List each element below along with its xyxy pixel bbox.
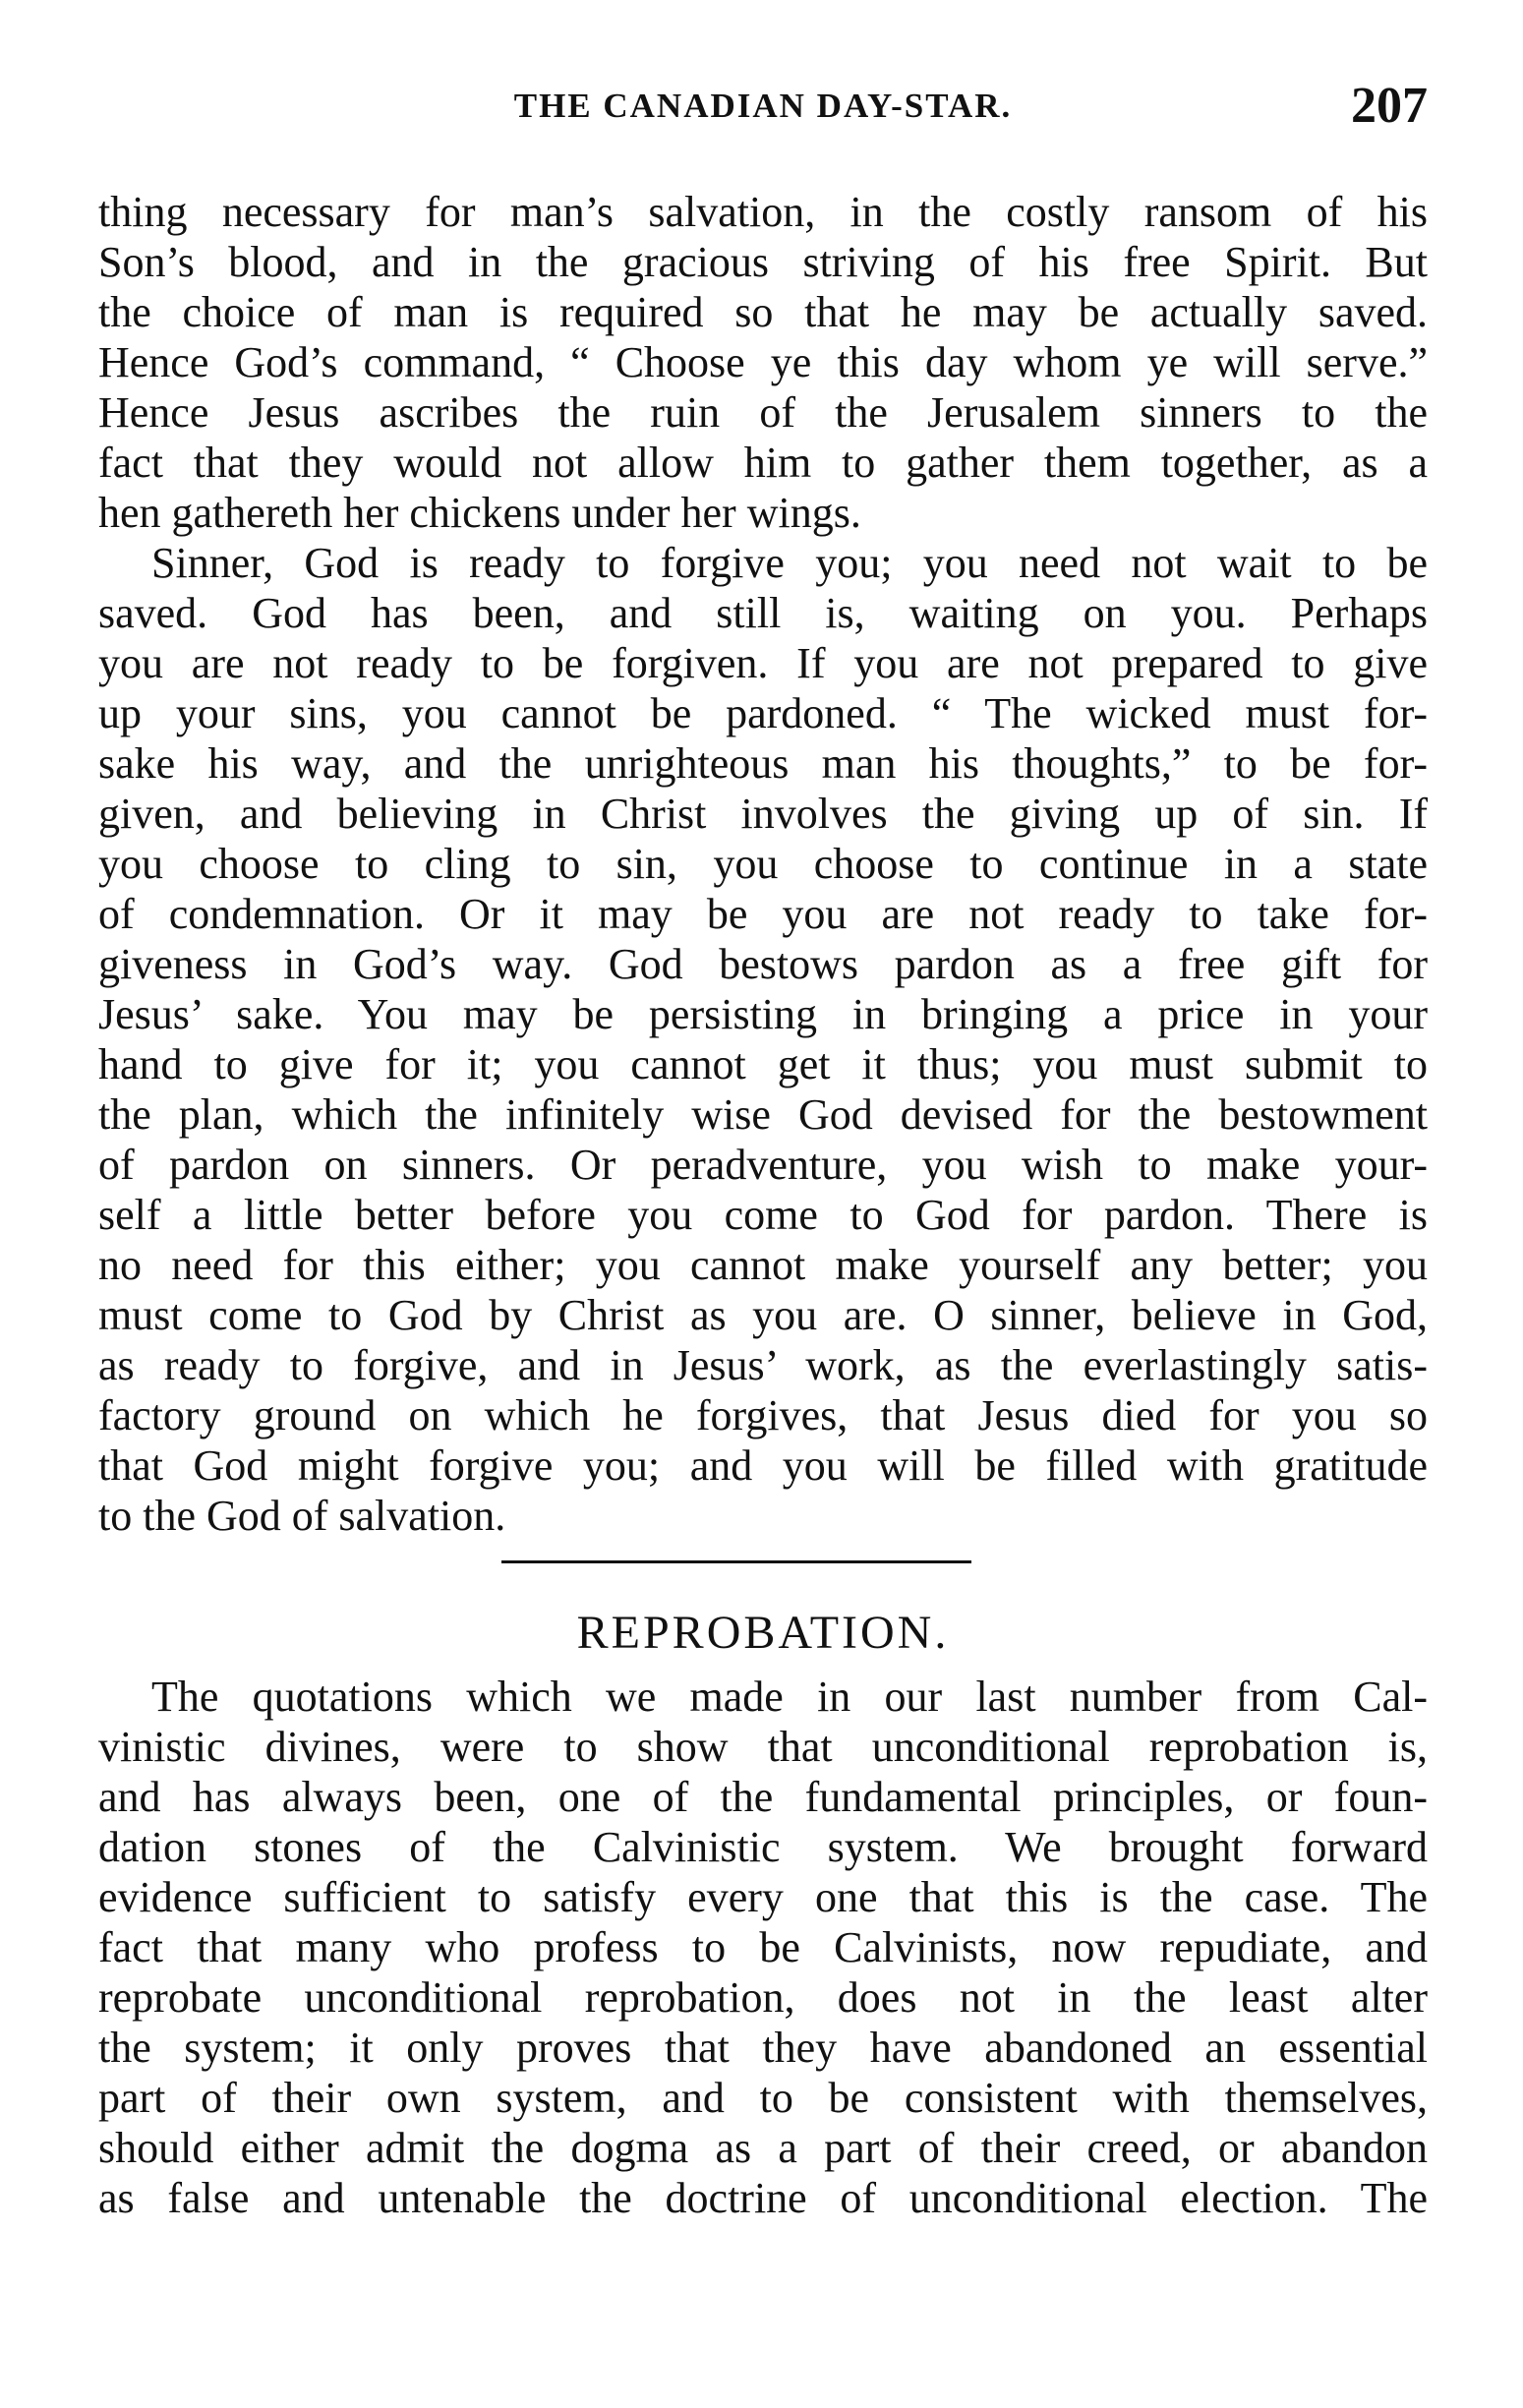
text-line: evidence sufficient to satisfy every one that this is the case. The — [98, 1873, 1428, 1921]
text-line: and has always been, one of the fundamental principles, or foun- — [98, 1773, 1428, 1821]
paragraph — [98, 538, 1428, 1541]
text-line: fact that many who profess to be Calvinists, now repudiate, and — [98, 1923, 1428, 1971]
text-line: saved. God has been, and still is, waiting on you. Perhaps — [98, 589, 1428, 637]
text-line: Hence God’s command, “ Choose ye this day whom ye will serve.” — [98, 338, 1428, 386]
text-line: thing necessary for man’s salvation, in the costly ransom of his — [98, 188, 1428, 236]
text-line: reprobate unconditional reprobation, does not in the least alter — [98, 1973, 1428, 2022]
section-title: REPROBATION. — [576, 1607, 950, 1659]
text-line: hand to give for it; you cannot get it thus; you must submit to — [98, 1040, 1428, 1088]
running-head: THE CANADIAN DAY-STAR. — [513, 87, 1013, 125]
text-line: part of their own system, and to be consistent with themselves, — [98, 2074, 1428, 2122]
text-line: Hence Jesus ascribes the ruin of the Jerusalem sinners to the — [98, 388, 1428, 437]
text-line: the system; it only proves that they have abandoned an essential — [98, 2024, 1428, 2072]
text-line: hen gathereth her chickens under her wings. — [98, 489, 861, 537]
text-line: Sinner, God is ready to forgive you; you need not wait to be — [151, 539, 1428, 587]
text-line: up your sins, you cannot be pardoned. “ The wicked must for- — [98, 689, 1428, 737]
text-line: factory ground on which he forgives, that Jesus died for you so — [98, 1391, 1428, 1439]
text-line: as ready to forgive, and in Jesus’ work, as the everlastingly satis- — [98, 1341, 1428, 1389]
paragraph — [98, 1672, 1428, 2223]
section-divider — [501, 1560, 971, 1563]
text-line: of condemnation. Or it may be you are not ready to take for- — [98, 890, 1428, 938]
text-line: must come to God by Christ as you are. O sinner, believe in God, — [98, 1291, 1428, 1339]
text-line: giveness in God’s way. God bestows pardon as a free gift for — [98, 940, 1428, 988]
reprobation-article — [98, 1672, 1428, 2223]
text-line: as false and untenable the doctrine of unconditional election. The — [98, 2174, 1428, 2222]
page-number: 207 — [1351, 78, 1428, 134]
text-line: no need for this either; you cannot make yourself any better; you — [98, 1241, 1428, 1289]
text-line: dation stones of the Calvinistic system. We brought forward — [98, 1823, 1428, 1871]
text-line: Son’s blood, and in the gracious striving of his free Spirit. But — [98, 238, 1428, 286]
text-line: fact that they would not allow him to gather them together, as a — [98, 439, 1428, 487]
paragraph — [98, 187, 1428, 538]
text-line: given, and believing in Christ involves the giving up of sin. If — [98, 790, 1428, 838]
text-line: the plan, which the infinitely wise God devised for the bestowment — [98, 1090, 1428, 1139]
text-line: of pardon on sinners. Or peradventure, you wish to make your- — [98, 1141, 1428, 1189]
text-line: to the God of salvation. — [98, 1492, 506, 1540]
page-header — [98, 77, 1428, 146]
text-line: the choice of man is required so that he may be actually saved. — [98, 288, 1428, 336]
article-continuation — [98, 187, 1428, 1541]
text-line: you are not ready to be forgiven. If you are not prepared to give — [98, 639, 1428, 687]
text-line: The quotations which we made in our last number from Cal- — [151, 1673, 1428, 1721]
text-line: should either admit the dogma as a part of their creed, or abandon — [98, 2124, 1428, 2172]
text-line: that God might forgive you; and you will be filled with gratitude — [98, 1441, 1428, 1490]
text-line: Jesus’ sake. You may be persisting in bringing a price in your — [98, 990, 1428, 1038]
text-line: sake his way, and the unrighteous man his thoughts,” to be for- — [98, 739, 1428, 788]
text-line: self a little better before you come to God for pardon. There is — [98, 1191, 1428, 1239]
text-line: you choose to cling to sin, you choose to continue in a state — [98, 840, 1428, 888]
text-line: vinistic divines, were to show that unconditional reprobation is, — [98, 1723, 1428, 1771]
